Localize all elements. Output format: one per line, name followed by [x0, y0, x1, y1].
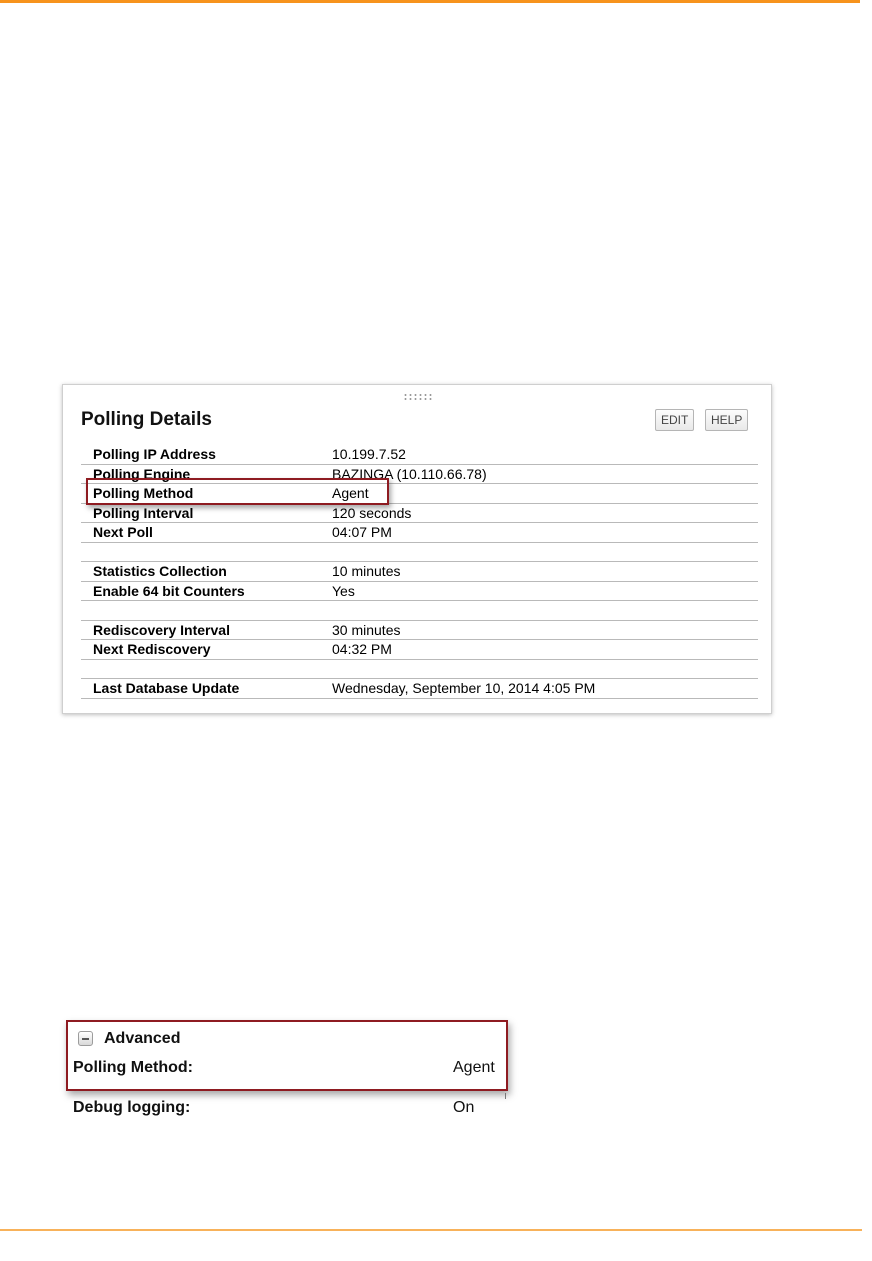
debug-logging-value: On [453, 1099, 475, 1116]
debug-logging-label: Debug logging: [73, 1099, 191, 1116]
advanced-section-title: Advanced [104, 1030, 181, 1047]
row-label: Polling Engine [93, 465, 191, 482]
row-label: Polling IP Address [93, 446, 216, 462]
help-button[interactable]: HELP [705, 409, 748, 431]
table-row [81, 640, 758, 660]
row-label: Next Poll [93, 524, 153, 540]
polling-method-highlight [86, 478, 389, 505]
table-row [81, 679, 758, 699]
bottom-orange-rule [0, 1229, 862, 1231]
divider-tick [505, 1093, 506, 1099]
row-label: Rediscovery Interval [93, 621, 230, 638]
row-label: Next Rediscovery [93, 641, 211, 657]
table-row [81, 445, 758, 465]
row-label: Polling Interval [93, 504, 194, 521]
top-orange-rule [0, 0, 860, 3]
row-label: Statistics Collection [93, 563, 227, 579]
table-row-spacer [81, 601, 758, 621]
panel-title: Polling Details [81, 409, 212, 430]
drag-handle-icon[interactable] [403, 393, 433, 401]
row-value: 10 minutes [332, 563, 401, 579]
table-row [81, 562, 758, 582]
row-value: 30 minutes [332, 621, 401, 638]
row-label: Enable 64 bit Counters [93, 582, 245, 599]
row-value: 120 seconds [332, 504, 412, 521]
row-value: Agent [332, 485, 369, 501]
table-row [81, 504, 758, 524]
polling-method-label: Polling Method: [73, 1059, 193, 1076]
polling-method-value: Agent [453, 1059, 495, 1076]
row-value: BAZINGA (10.110.66.78) [332, 465, 487, 482]
table-row [81, 621, 758, 641]
row-value: Yes [332, 582, 355, 599]
edit-button[interactable]: EDIT [655, 409, 694, 431]
row-value: 04:07 PM [332, 524, 392, 540]
row-label: Last Database Update [93, 680, 240, 696]
table-row-spacer [81, 543, 758, 563]
collapse-minus-icon[interactable] [78, 1031, 93, 1046]
polling-details-panel [62, 384, 772, 714]
table-row [81, 523, 758, 543]
table-row-spacer [81, 660, 758, 680]
row-value: 04:32 PM [332, 641, 392, 657]
table-row [81, 582, 758, 602]
row-value: Wednesday, September 10, 2014 4:05 PM [332, 680, 596, 696]
row-label: Polling Method [93, 485, 194, 501]
row-value: 10.199.7.52 [332, 446, 406, 462]
